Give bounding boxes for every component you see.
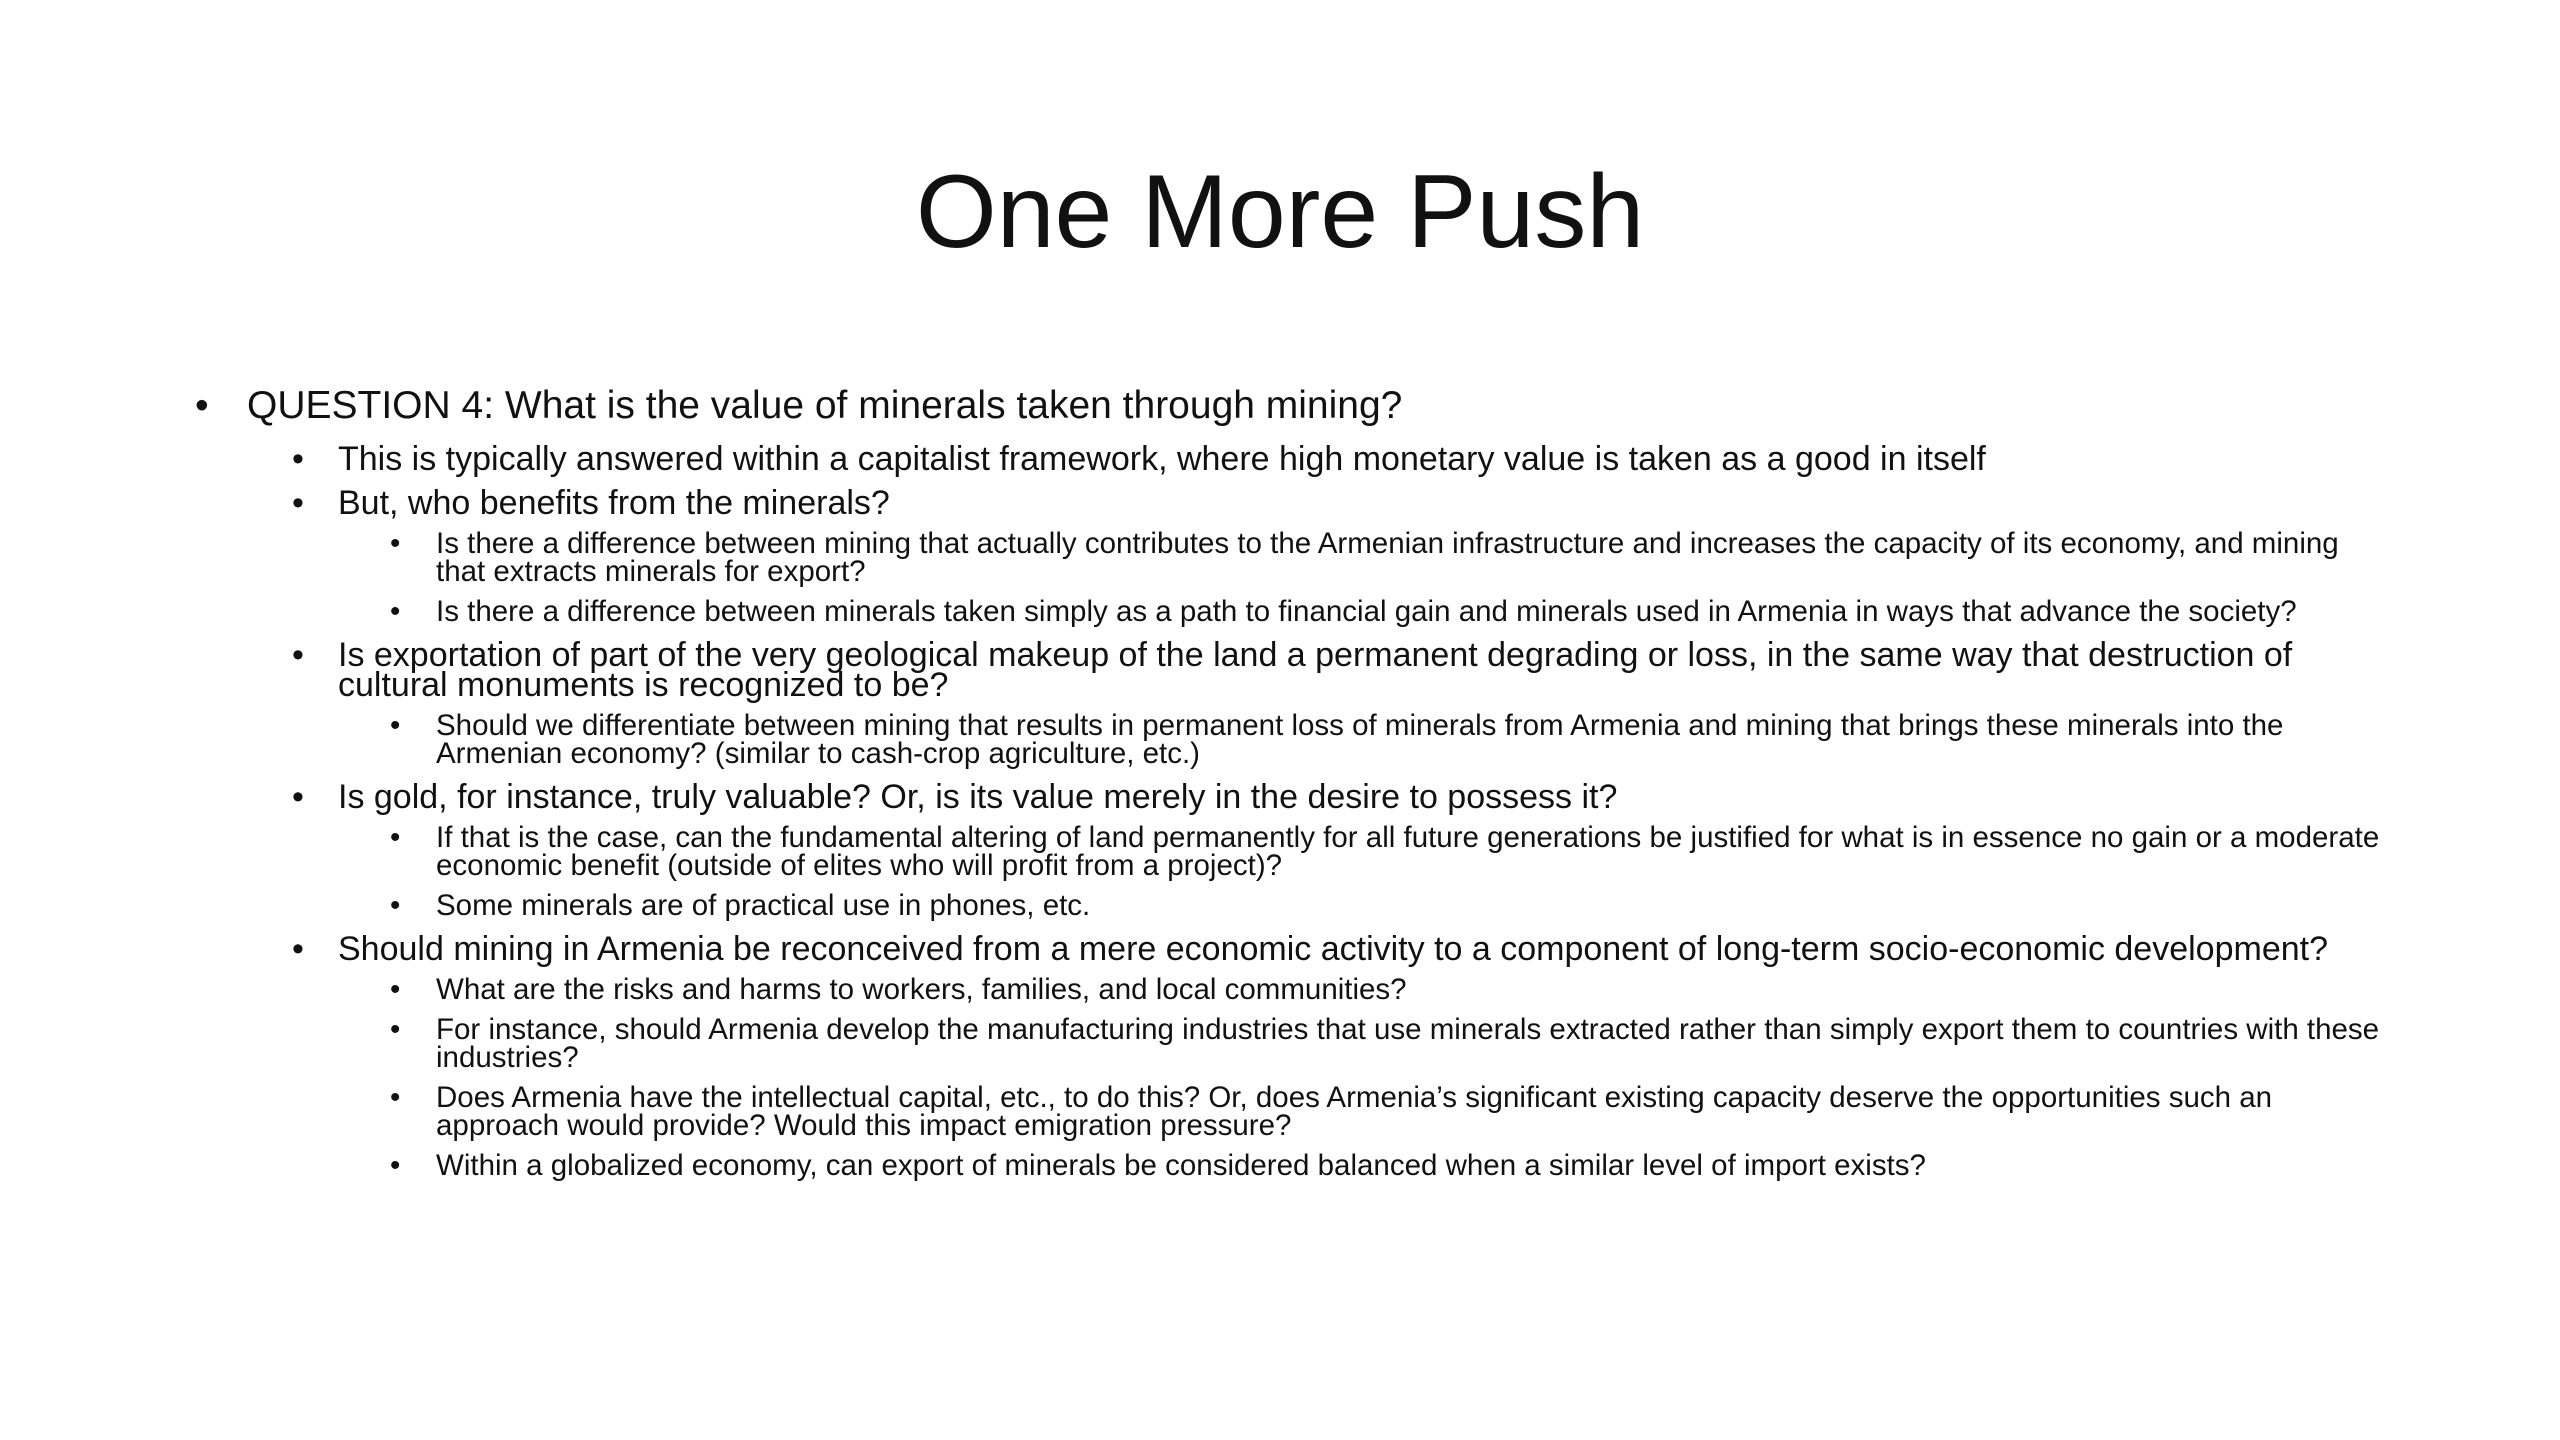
bullet-level2 (292, 778, 2395, 816)
bullet-level3 (390, 709, 2395, 770)
bullet-icon: • (390, 973, 401, 1006)
bullet-text: Is there a difference between minerals taken simply as a path to financial gain and minerals used in Armenia in ways that advance the society? (436, 595, 2297, 628)
bullet-level3 (390, 821, 2395, 882)
bullet-text: Is gold, for instance, truly valuable? Or, is its value merely in the desire to possess it? (338, 778, 1618, 816)
bullet-text: What are the risks and harms to workers, families, and local communities? (436, 973, 1407, 1006)
bullet-text: Within a globalized economy, can export of minerals be considered balanced when a similar level of import exists? (436, 1149, 1926, 1182)
bullet-level2 (292, 484, 2395, 522)
bullet-text: Is there a difference between mining that actually contributes to the Armenian infrastructure and increases the capacity of its economy, and mining that extracts minerals for export? (436, 527, 2339, 588)
bullet-level3 (390, 595, 2395, 628)
bullet-icon: • (292, 484, 304, 522)
bullet-icon: • (390, 1013, 401, 1046)
bullet-level1 (195, 382, 2395, 430)
bullet-icon: • (390, 821, 401, 854)
slide-title: One More Push (915, 154, 1645, 270)
bullet-text: Should mining in Armenia be reconceived from a mere economic activity to a component of long-term socio-economic development? (338, 930, 2328, 968)
slide-body (195, 382, 2395, 1180)
bullet-level3 (390, 973, 2395, 1006)
bullet-text: Does Armenia have the intellectual capital, etc., to do this? Or, does Armenia’s significant existing capacity deserve the opportunities such an approach would provide? Would this impact emigration pressure? (436, 1081, 2273, 1142)
bullet-icon: • (390, 889, 401, 922)
bullet-icon: • (292, 930, 304, 968)
bullet-icon: • (195, 384, 209, 427)
bullet-level2 (292, 636, 2395, 704)
bullet-level3 (390, 1013, 2395, 1074)
bullet-icon: • (292, 440, 304, 478)
bullet-icon: • (390, 709, 401, 742)
bullet-icon: • (292, 778, 304, 816)
bullet-text: Is exportation of part of the very geological makeup of the land a permanent degrading or loss, in the same way that destruction of cultural monuments is recognized to be? (338, 636, 2293, 704)
bullet-text: For instance, should Armenia develop the manufacturing industries that use minerals extracted rather than simply export them to countries with these industries? (436, 1013, 2380, 1074)
bullet-text: This is typically answered within a capitalist framework, where high monetary value is taken as a good in itself (338, 440, 1986, 478)
bullet-icon: • (390, 527, 401, 560)
bullet-level2 (292, 930, 2395, 968)
bullet-text: But, who benefits from the minerals? (338, 484, 890, 522)
bullet-level3 (390, 889, 2395, 922)
bullet-icon: • (292, 636, 304, 674)
bullet-text: If that is the case, can the fundamental altering of land permanently for all future generations be justified for what is in essence no gain or a moderate economic benefit (outside of elites who will profit from a project)? (436, 821, 2380, 882)
bullet-icon: • (390, 1149, 401, 1182)
bullet-level3 (390, 1081, 2395, 1142)
bullet-level3 (390, 1149, 2395, 1182)
bullet-text: Some minerals are of practical use in phones, etc. (436, 889, 1091, 922)
bullet-level3 (390, 527, 2395, 588)
bullet-text: Should we differentiate between mining that results in permanent loss of minerals from Armenia and mining that brings these minerals into the Armenian economy? (similar to cash-crop agriculture, etc.) (436, 709, 2284, 770)
bullet-text: QUESTION 4: What is the value of minerals taken through mining? (247, 384, 1403, 427)
bullet-icon: • (390, 1081, 401, 1114)
bullet-level2 (292, 440, 2395, 478)
bullet-icon: • (390, 595, 401, 628)
